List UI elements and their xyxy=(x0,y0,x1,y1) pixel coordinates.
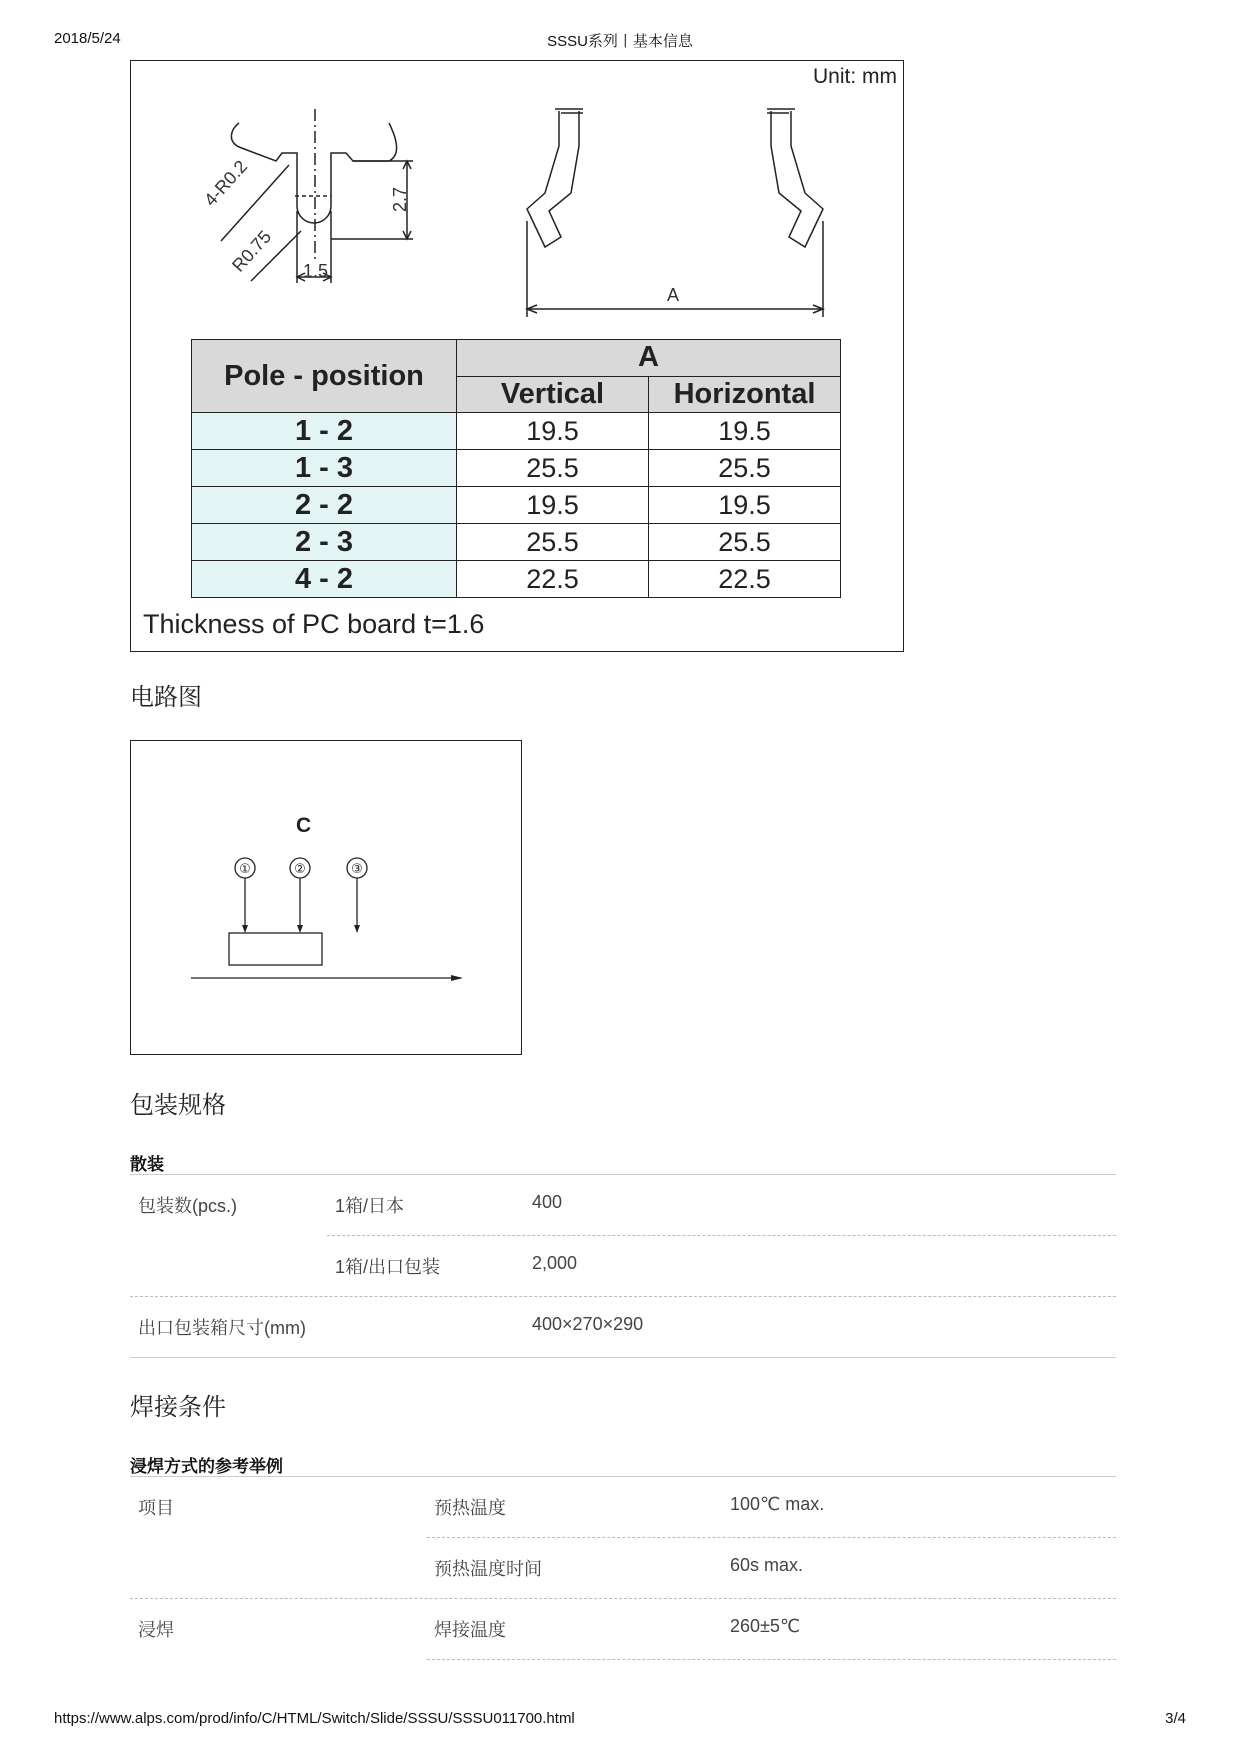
table-row xyxy=(130,1537,1116,1598)
table-row xyxy=(192,450,841,487)
dim-r02: 4-R0.2 xyxy=(200,156,252,210)
pole-cell: 4 - 2 xyxy=(192,561,457,598)
vertical-cell: 22.5 xyxy=(457,561,649,598)
thickness-note: Thickness of PC board t=1.6 xyxy=(143,609,485,639)
spec-value: 2,000 xyxy=(532,1253,578,1273)
table-row xyxy=(192,524,841,561)
horizontal-cell: 19.5 xyxy=(649,487,841,524)
table-row xyxy=(192,561,841,598)
circuit-title: 电路图 xyxy=(130,684,202,711)
print-title: SSSU系列丨基本信息 xyxy=(547,33,693,50)
horizontal-cell: 25.5 xyxy=(649,450,841,487)
spec-item: 预热温度时间 xyxy=(434,1559,542,1579)
row-divider xyxy=(427,1537,1116,1538)
page-number: 3/4 xyxy=(1165,1710,1186,1727)
vertical-cell: 25.5 xyxy=(457,524,649,561)
horizontal-cell: 22.5 xyxy=(649,561,841,598)
table-row xyxy=(130,1476,1116,1537)
soldering-table xyxy=(130,1476,1116,1659)
pole-cell: 2 - 3 xyxy=(192,524,457,561)
dim-a: A xyxy=(667,285,680,305)
row-divider xyxy=(427,1659,1116,1660)
vertical-cell: 25.5 xyxy=(457,450,649,487)
table-row xyxy=(130,1174,1116,1235)
table-bottom-border xyxy=(130,1357,1116,1358)
terminal-right xyxy=(771,111,823,247)
spec-label: 项目 xyxy=(138,1498,174,1518)
pole-cell: 2 - 2 xyxy=(192,487,457,524)
resistor-element xyxy=(229,933,322,965)
spec-label: 包装数(pcs.) xyxy=(138,1196,237,1216)
table-row xyxy=(192,413,841,450)
row-divider xyxy=(327,1235,1116,1236)
soldering-subtitle: 浸焊方式的参考举例 xyxy=(130,1457,283,1476)
dim-1-5: 1.5 xyxy=(303,261,329,281)
pcb-outline-left xyxy=(231,123,396,223)
spec-item: 焊接温度 xyxy=(434,1620,506,1640)
row-divider xyxy=(130,1598,1116,1599)
spec-value: 260±5℃ xyxy=(730,1616,801,1636)
table-row xyxy=(130,1296,1116,1357)
horizontal-cell: 25.5 xyxy=(649,524,841,561)
circuit-schematic xyxy=(131,741,523,1056)
dimension-drawing xyxy=(130,60,904,652)
col-horizontal: Horizontal xyxy=(649,376,841,413)
pole-cell: 1 - 2 xyxy=(192,413,457,450)
packaging-table xyxy=(130,1174,1116,1357)
packaging-subtitle: 散装 xyxy=(130,1155,164,1174)
row-divider xyxy=(130,1296,1116,1297)
spec-value: 60s max. xyxy=(730,1555,804,1575)
vertical-cell: 19.5 xyxy=(457,413,649,450)
circuit-label-c: C xyxy=(296,814,312,837)
pole-cell: 1 - 3 xyxy=(192,450,457,487)
spec-value: 400 xyxy=(532,1192,563,1212)
col-pole-position: Pole - position xyxy=(192,340,457,413)
spec-type: 1箱/出口包装 xyxy=(335,1257,441,1277)
spec-item: 预热温度 xyxy=(434,1498,506,1518)
col-a: A xyxy=(457,340,841,377)
print-date: 2018/5/24 xyxy=(54,30,121,47)
pole-position-table xyxy=(191,339,841,598)
page-url: https://www.alps.com/prod/info/C/HTML/Switch/Slide/SSSU/SSSU011700.html xyxy=(54,1710,575,1727)
spec-type: 1箱/日本 xyxy=(335,1196,405,1216)
table-row xyxy=(192,487,841,524)
col-vertical: Vertical xyxy=(457,376,649,413)
pin-2-label: ② xyxy=(294,862,306,877)
terminal-left xyxy=(527,111,579,247)
unit-label: Unit: mm xyxy=(813,65,897,88)
spec-label: 浸焊 xyxy=(138,1620,174,1640)
pin-3-label: ③ xyxy=(351,862,363,877)
dim-r075: R0.75 xyxy=(228,226,276,276)
horizontal-cell: 19.5 xyxy=(649,413,841,450)
table-row xyxy=(130,1235,1116,1296)
spec-value: 100℃ max. xyxy=(730,1494,825,1514)
spec-label: 出口包装箱尺寸(mm) xyxy=(138,1318,306,1338)
pin-1-label: ① xyxy=(239,862,251,877)
soldering-title: 焊接条件 xyxy=(130,1394,226,1421)
packaging-title: 包装规格 xyxy=(130,1092,226,1119)
circuit-diagram xyxy=(130,740,522,1055)
spec-value: 400×270×290 xyxy=(532,1314,644,1334)
vertical-cell: 19.5 xyxy=(457,487,649,524)
table-row xyxy=(130,1598,1116,1659)
dim-2-7: 2.7 xyxy=(390,186,411,213)
